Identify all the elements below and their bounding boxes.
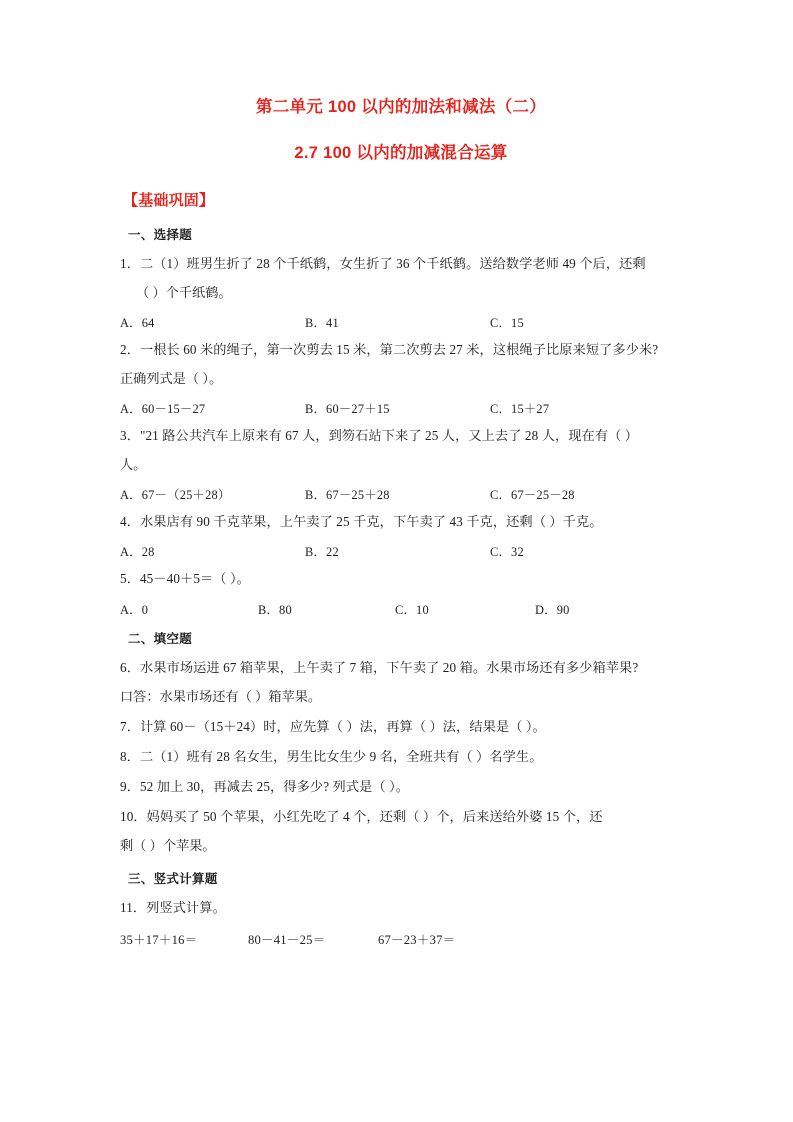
question-6-line-1: 6．水果市场运进 67 箱苹果，上午卖了 7 箱，下午卖了 20 箱。水果市场还有多少箱苹果? bbox=[120, 659, 639, 675]
question-5-line-1: 5．45－40＋5＝（ ）。 bbox=[120, 571, 250, 587]
calc-expression-2[interactable]: 80－41－25＝ bbox=[248, 932, 326, 947]
question-2-line-1: 2．一根长 60 米的绳子，第一次剪去 15 米，第二次剪去 27 米，这根绳子比原来短了多少米? bbox=[120, 341, 659, 357]
question-9-line-1: 9．52 加上 30，再减去 25，得多少? 列式是（ ）。 bbox=[120, 779, 410, 795]
option-c[interactable]: C．10 bbox=[395, 602, 429, 617]
question-11-line-1: 11．列竖式计算。 bbox=[120, 899, 226, 915]
question-4-options bbox=[120, 542, 682, 558]
worksheet-content bbox=[120, 95, 682, 947]
question-11-expressions bbox=[120, 929, 682, 947]
question-7-line-1: 7．计算 60－（15＋24）时，应先算（ ）法，再算（ ）法，结果是（ ）。 bbox=[120, 718, 546, 734]
option-a[interactable]: A．64 bbox=[120, 315, 155, 330]
part-title: 【基础巩固】 bbox=[123, 191, 215, 209]
question-8-line-1: 8．二（1）班有 28 名女生，男生比女生少 9 名，全班共有（ ）名学生。 bbox=[120, 749, 543, 765]
question-10-line-2: 剩（ ）个苹果。 bbox=[120, 838, 216, 854]
question-1-line-2: （ ）个千纸鹤。 bbox=[136, 284, 232, 300]
option-b[interactable]: B．80 bbox=[258, 602, 292, 617]
question-3-line-1: 3．"21 路公共汽车上原来有 67 人，到笏石站下来了 25 人，又上去了 28 人，现在有（ ） bbox=[120, 428, 639, 444]
option-b[interactable]: B．67－25＋28 bbox=[305, 488, 390, 503]
option-b[interactable]: B．60－27＋15 bbox=[305, 402, 390, 417]
option-c[interactable]: C．15＋27 bbox=[490, 402, 550, 417]
calc-expression-1[interactable]: 35＋17＋16＝ bbox=[120, 932, 198, 947]
question-6-line-2: 口答：水果市场还有（ ）箱苹果。 bbox=[120, 688, 322, 704]
question-10-line-1: 10．妈妈买了 50 个苹果，小红先吃了 4 个，还剩（ ）个，后来送给外婆 15 个，还 bbox=[120, 809, 603, 825]
question-4-line-1: 4．水果店有 90 千克苹果，上午卖了 25 千克，下午卖了 43 千克，还剩（ ）千克。 bbox=[120, 514, 603, 530]
option-b[interactable]: B．41 bbox=[305, 315, 339, 330]
option-a[interactable]: A．67－（25＋28） bbox=[120, 488, 231, 503]
question-1-options bbox=[120, 313, 682, 329]
question-3-line-2: 人。 bbox=[120, 457, 147, 473]
section-heading-fill-blank: 二、填空题 bbox=[128, 631, 193, 646]
option-a[interactable]: A．60－15－27 bbox=[120, 402, 206, 417]
question-5-options bbox=[120, 600, 682, 616]
calc-expression-3[interactable]: 67－23＋37＝ bbox=[378, 932, 456, 947]
question-1-line-1: 1．二（1）班男生折了 28 个千纸鹤，女生折了 36 个千纸鹤。送给数学老师 49 个后，还剩 bbox=[120, 255, 646, 271]
document-title: 第二单元 100 以内的加法和减法（二） bbox=[255, 98, 547, 116]
option-d[interactable]: D．90 bbox=[535, 602, 570, 617]
option-c[interactable]: C．32 bbox=[490, 545, 524, 560]
option-a[interactable]: A．0 bbox=[120, 602, 149, 617]
option-c[interactable]: C．67－25－28 bbox=[490, 488, 575, 503]
question-2-line-2: 正确列式是（ ）。 bbox=[120, 370, 223, 386]
option-c[interactable]: C．15 bbox=[490, 315, 524, 330]
question-3-options bbox=[120, 485, 682, 501]
option-a[interactable]: A．28 bbox=[120, 545, 155, 560]
document-subtitle: 2.7 100 以内的加减混合运算 bbox=[294, 143, 508, 162]
section-heading-choice: 一、选择题 bbox=[128, 227, 193, 242]
section-heading-vertical-calc: 三、竖式计算题 bbox=[128, 871, 218, 886]
question-2-options bbox=[120, 399, 682, 415]
option-b[interactable]: B．22 bbox=[305, 545, 339, 560]
